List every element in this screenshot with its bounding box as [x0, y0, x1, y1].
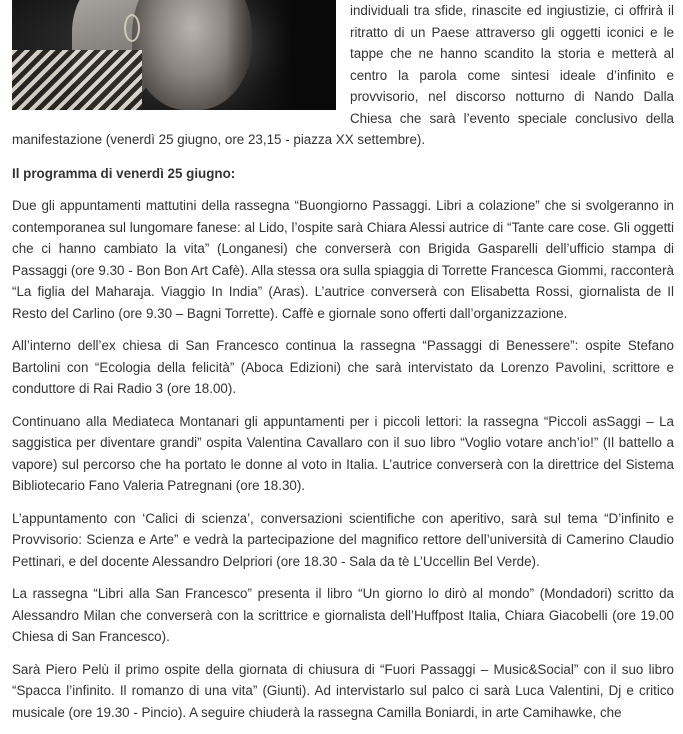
program-paragraph: L’appuntamento con ‘Calici di scienza’, conversazioni scientifiche con aperitivo, sarà sul tema “D’infinito e Provvisorio: Scienza e Arte” e vedrà la partecipazione del magnifico rettore dell’università di Camerino Claudio Pettinari, e del docente Alessandro Delpriori (ore 18.30 - Sala da tè L’Uccellin Bel Verde).: [12, 510, 674, 569]
program-paragraph: La rassegna “Libri alla San Francesco” presenta il libro “Un giorno lo dirò al mondo” (Mondadori) scritto da Alessandro Milan che converserà con la scrittrice e giornalista dell’Huffpost Italia, Chiara Giacobelli (ore 19.00 Chiesa di San Francesco).: [12, 586, 674, 644]
program-paragraph: All’interno dell’ex chiesa di San Francesco continua la rassegna “Passaggi di Benessere”: ospite Stefano Bartolini con “Ecologia della felicità” (Aboca Edizioni) che sarà intervistato da Lorenzo Pavolini, scrittore e conduttore di Rai Radio 3 (ore 18.00).: [12, 338, 674, 396]
portrait-photo: [12, 0, 336, 110]
program-paragraph: Due gli appuntamenti mattutini della rassegna “Buongiorno Passaggi. Libri a colazione” che si svolgeranno in contemporanea sul lungomare fanese: al Lido, l’ospite sarà Chiara Alessi autrice di “Tante care cose. Gli oggetti che ci hanno cambiato la vita” (Longanesi) che converserà con Brigida Gasparelli dell’ufficio stampa di Passaggi (ore 9.30 - Bon Bon Art Cafè). Alla stessa ora sulla spiaggia di Torrette Francesca Giommi, racconterà “La figlia del Maharaja. Viaggio In India” (Aras). L’autrice converserà con Elisabetta Rossi, giornalista de Il Resto del Carlino (ore 9.30 – Bagni Torrette). Caffè e giornale sono offerti dall’organizzazione.: [12, 198, 674, 321]
photo-shadow: [226, 0, 336, 110]
program-heading: Il programma di venerdì 25 giugno:: [12, 165, 236, 181]
program-paragraph: Continuano alla Mediateca Montanari gli appuntamenti per i piccoli lettori: la rassegna “Piccoli asSaggi – La saggistica per diventare grandi” ospita Valentina Cavallaro con il suo libro “Voglio votare anch’io!” (Il battello a vapore) sul percorso che ha portato le donne al voto in Italia. L’autrice converserà con la direttrice del Sistema Bibliotecario Fano Valeria Patregnani (ore 18.30).: [12, 413, 674, 493]
photo-earring: [124, 14, 140, 42]
article-body: [12, 0, 674, 734]
photo-scarf: [12, 50, 142, 110]
intro-paragraph: individuali tra sfide, rinascite ed ingiustizie, ci offrirà il ritratto di un Paese attraverso gli oggetti iconici e le tappe che ne hanno scandito la storia e metterà al centro la parola come sintesi ideale d’infinito e provvisorio, nel discorso notturno di Nando Dalla Chiesa che sarà l’evento speciale conclusivo della manifestazione (venerdì 25 giugno, ore 23,15 - piazza XX settembre).: [12, 3, 674, 147]
program-paragraph: Sarà Piero Pelù il primo ospite della giornata di chiusura di “Fuori Passaggi – Music&Social” con il suo libro “Spacca l’infinito. Il romanzo di una vita” (Giunti). Ad intervistarlo sul palco ci sarà Luca Valentini, Dj e critico musicale (ore 19.30 - Pincio). A seguire chiuderà la rassegna Camilla Boniardi, in arte Camihawke, che: [12, 661, 674, 720]
